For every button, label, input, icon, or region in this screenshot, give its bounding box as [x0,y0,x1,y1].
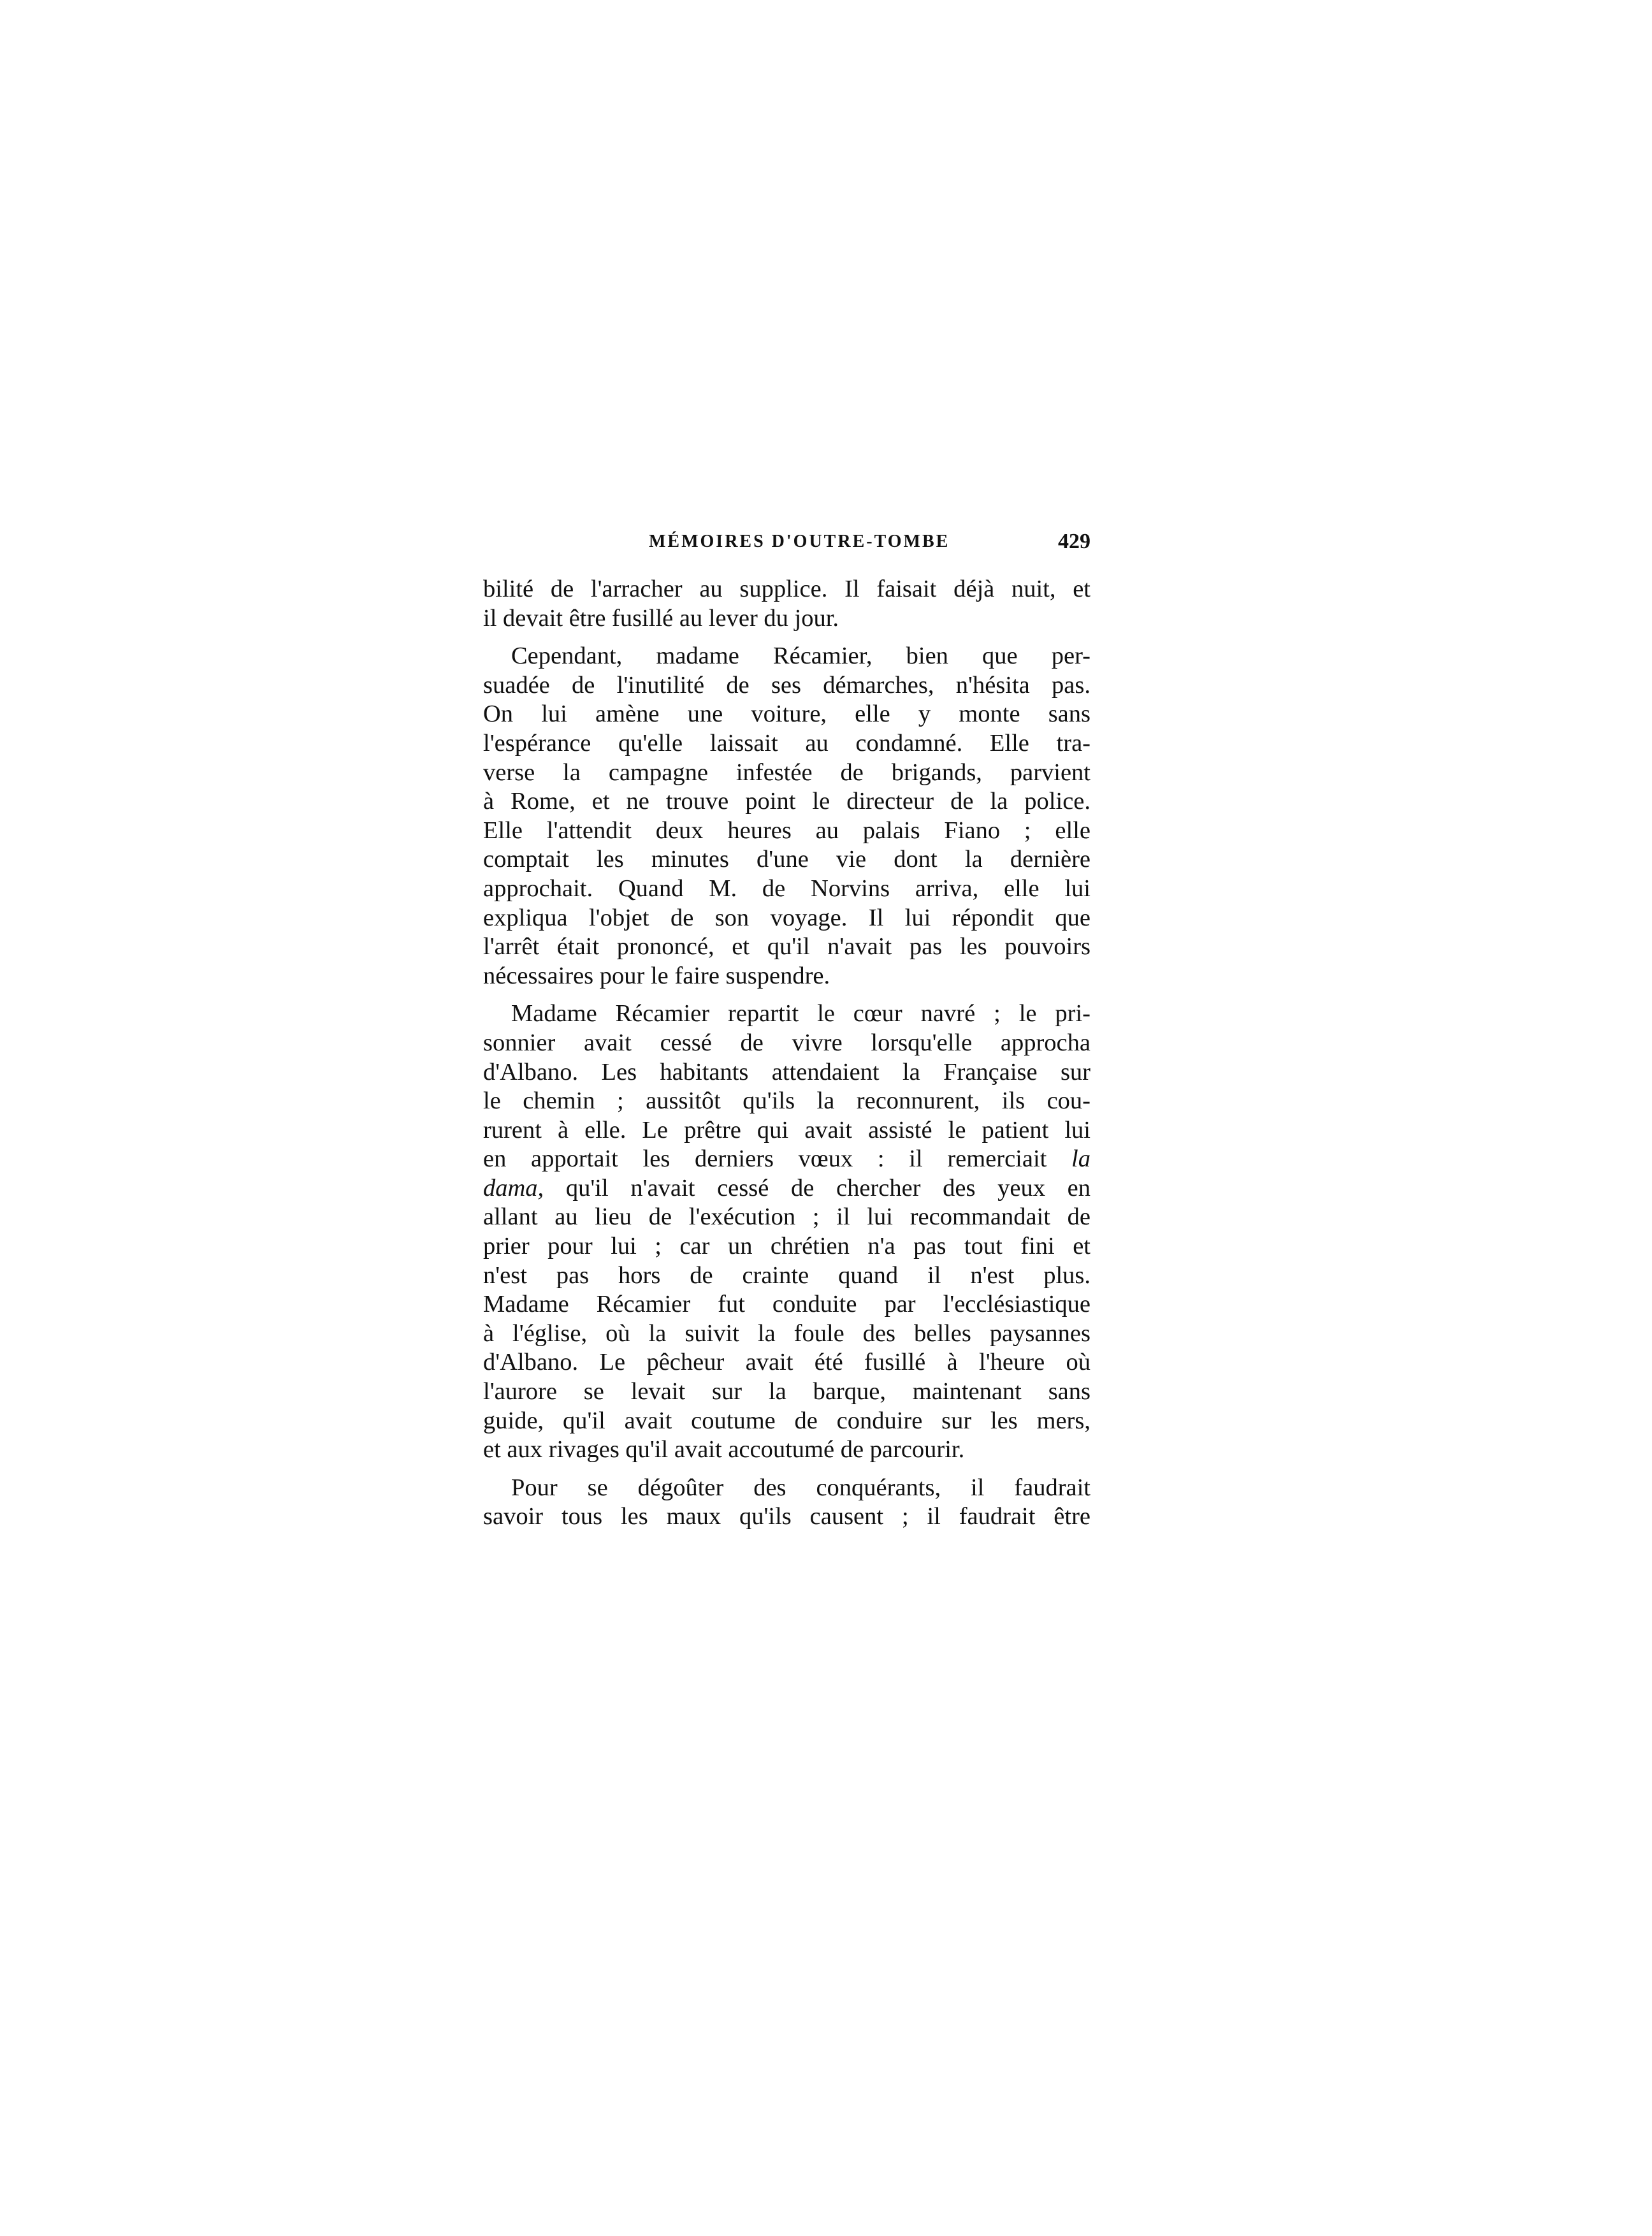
text-line: prier pour lui ; car un chrétien n'a pas tout fini et [483,1233,1090,1260]
text-line: n'est pas hors de crainte quand il n'est plus. [483,1261,1090,1289]
text-segment: en apportait les derniers vœux : il remerciait [483,1145,1047,1173]
paragraph-3 [483,999,1090,1465]
text-line-with-italic [483,1145,1090,1174]
text-line: à Rome, et ne trouve point le directeur de la police. [483,788,1090,815]
text-line: l'espérance qu'elle laissait au condamné. Elle tra- [483,729,1090,757]
text-line: l'arrêt était prononcé, et qu'il n'avait pas les pouvoirs [483,933,1090,961]
text-line: à l'église, où la suivit la foule des belles paysannes [483,1319,1090,1347]
text-line: On lui amène une voiture, elle y monte sans [483,701,1090,728]
italic-word: la [1071,1145,1090,1173]
paragraph-1 [483,575,1090,633]
page-header [649,528,1090,560]
text-line: approchait. Quand M. de Norvins arriva, elle lui [483,875,1090,902]
page-number: 429 [1058,530,1090,553]
text-line: Elle l'attendit deux heures au palais Fiano ; elle [483,817,1090,844]
italic-word: dama, [483,1174,544,1201]
paragraph-2 [483,642,1090,991]
text-line: le chemin ; aussitôt qu'ils la reconnurent, ils cou- [483,1087,1090,1115]
text-line: d'Albano. Les habitants attendaient la Française sur [483,1058,1090,1085]
text-line: Madame Récamier fut conduite par l'ecclésiastique [483,1291,1090,1318]
text-line: savoir tous les maux qu'ils causent ; il faudrait être [483,1503,1090,1530]
text-line: Madame Récamier repartit le cœur navré ; le pri- [511,1000,1090,1027]
paragraph-4 [483,1474,1090,1532]
text-line: sonnier avait cessé de vivre lorsqu'elle approcha [483,1029,1090,1056]
text-line: il devait être fusillé au lever du jour. [483,604,839,632]
text-line: verse la campagne infestée de brigands, parvient [483,759,1090,786]
text-line: allant au lieu de l'exécution ; il lui recommandait de [483,1203,1090,1231]
text-line: rurent à elle. Le prêtre qui avait assisté le patient lui [483,1116,1090,1143]
running-title: MÉMOIRES D'OUTRE-TOMBE [649,532,950,551]
text-line: guide, qu'il avait coutume de conduire sur les mers, [483,1407,1090,1434]
text-line: suadée de l'inutilité de ses démarches, n'hésita pas. [483,671,1090,699]
body-text [483,575,1090,1532]
text-line: d'Albano. Le pêcheur avait été fusillé à l'heure où [483,1349,1090,1376]
text-line-with-italic [483,1174,1090,1203]
text-line: bilité de l'arracher au supplice. Il faisait déjà nuit, et [483,576,1090,602]
text-line: Pour se dégoûter des conquérants, il faudrait [511,1474,1090,1501]
text-line: Cependant, madame Récamier, bien que per- [511,642,1090,670]
text-line: expliqua l'objet de son voyage. Il lui répondit que [483,904,1090,931]
text-segment: qu'il n'avait cessé de chercher des yeux en [565,1174,1091,1201]
text-line: et aux rivages qu'il avait accoutumé de parcourir. [483,1436,965,1463]
text-line: l'aurore se levait sur la barque, maintenant sans [483,1378,1090,1405]
text-line: nécessaires pour le faire suspendre. [483,962,830,989]
text-line: comptait les minutes d'une vie dont la dernière [483,846,1090,873]
